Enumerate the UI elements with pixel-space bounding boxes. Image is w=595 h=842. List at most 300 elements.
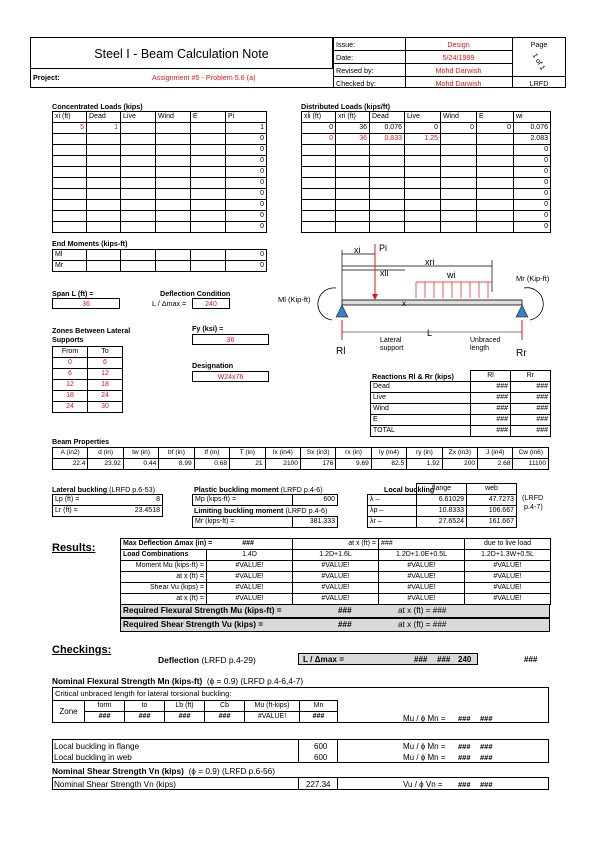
zone-check-table (52, 700, 338, 723)
wind-input[interactable] (441, 211, 477, 222)
e-input[interactable] (477, 189, 514, 200)
limiting-buckling-title: Limiting buckling moment (194, 506, 284, 515)
support-right-icon (516, 305, 528, 317)
lambda-label: λ – (368, 495, 417, 506)
col-header: T (in) (230, 448, 265, 459)
page-label: Page (530, 40, 548, 49)
wind-input[interactable] (156, 211, 191, 222)
xi-input[interactable] (53, 156, 87, 167)
wind-input[interactable] (441, 145, 477, 156)
zone-value: ### (165, 712, 205, 723)
zone-from-input[interactable]: 24 (53, 402, 88, 413)
live-input[interactable] (405, 178, 441, 189)
xli-input[interactable]: 0 (302, 134, 336, 145)
live-input[interactable] (405, 145, 441, 156)
dead-input[interactable] (87, 200, 121, 211)
table-row (53, 391, 123, 402)
flange-ratio-value: ### (458, 742, 471, 751)
table-row (368, 495, 517, 506)
xri-input[interactable] (336, 167, 370, 178)
e-input[interactable] (477, 156, 514, 167)
reaction-label: E (371, 415, 471, 426)
limiting-buckling-table (192, 516, 338, 528)
col-header: d (in) (88, 448, 123, 459)
live-input[interactable] (121, 178, 156, 189)
zone-value: ### (125, 712, 165, 723)
xli-input[interactable] (302, 222, 336, 233)
live-input[interactable] (405, 222, 441, 233)
dead-input[interactable] (87, 145, 121, 156)
nominal-shear-title: Nominal Shear Strength Vn (kips) (52, 766, 184, 776)
ml-value: 0 (226, 250, 267, 261)
col-header: To (88, 347, 123, 358)
table-row (371, 426, 551, 437)
col-header: Sx (in3) (300, 448, 335, 459)
xli-input[interactable] (302, 167, 336, 178)
fy-input[interactable]: 36 (192, 334, 269, 345)
table-row (121, 572, 551, 583)
e-input[interactable] (191, 156, 226, 167)
table-row (302, 156, 551, 167)
prop-value: 2.68 (478, 459, 513, 470)
dead-input[interactable] (370, 200, 405, 211)
e-input[interactable] (477, 222, 514, 233)
zone-value: #VALUE! (245, 712, 300, 723)
result-value: #VALUE! (293, 561, 379, 572)
beam-diagram (270, 238, 570, 368)
xri-input[interactable] (336, 222, 370, 233)
pi-value: 0 (226, 200, 267, 211)
xli-input[interactable] (302, 145, 336, 156)
combo-header: 1.2D+1.6L (293, 550, 379, 561)
flange-check-label: Local buckling in flange (54, 742, 140, 751)
table-row (53, 250, 267, 261)
col-header: J (in4) (478, 448, 513, 459)
combo-header: 1.2D+1.0E+0.5L (379, 550, 465, 561)
web-ratio-label: Mu / ϕ Mn = (403, 753, 446, 762)
wind-input[interactable] (156, 156, 191, 167)
prop-value: 21 (230, 459, 265, 470)
table-row (193, 517, 338, 528)
web-check-value: 600 (314, 753, 328, 762)
xri-input[interactable] (336, 145, 370, 156)
reaction-label: Dead (371, 382, 471, 393)
col-header: E (477, 112, 514, 123)
e-input[interactable] (191, 178, 226, 189)
load-combo-label: Load Combinations (121, 550, 207, 561)
beam-properties-table (52, 447, 549, 470)
live-input[interactable] (121, 156, 156, 167)
live-input[interactable] (121, 189, 156, 200)
prop-value: 11100 (513, 459, 549, 470)
table-row (302, 222, 551, 233)
col-header: Live (405, 112, 441, 123)
row-label: at x (ft) = (121, 594, 207, 605)
wind-input[interactable] (156, 200, 191, 211)
col-header: ry (in) (407, 448, 442, 459)
col-header: Pi (226, 112, 267, 123)
xri-input[interactable]: 36 (336, 123, 370, 134)
dead-input[interactable] (370, 222, 405, 233)
beam-body (342, 300, 522, 305)
wind-input[interactable] (441, 156, 477, 167)
table-row (53, 189, 267, 200)
page-value: 1 of 1 (530, 51, 548, 72)
prop-value: 82.5 (371, 459, 406, 470)
e-input[interactable] (477, 145, 514, 156)
ml-label: Ml (53, 250, 87, 261)
flange-ratio-value-2: ### (480, 742, 493, 751)
wind-input[interactable] (441, 200, 477, 211)
live-input[interactable] (121, 211, 156, 222)
nominal-shear-heading (52, 766, 275, 776)
col-header: Dead (87, 112, 121, 123)
prop-value: 23.92 (88, 459, 123, 470)
mr-input[interactable] (156, 261, 191, 272)
designation-input[interactable]: W24x76 (192, 371, 269, 382)
live-input[interactable] (121, 200, 156, 211)
xli-input[interactable] (302, 189, 336, 200)
e-input[interactable] (191, 145, 226, 156)
dead-input[interactable] (370, 156, 405, 167)
ml-input[interactable] (156, 250, 191, 261)
rl-value: ### (471, 426, 511, 437)
wind-input[interactable] (441, 189, 477, 200)
wind-input[interactable] (156, 167, 191, 178)
col-header: tf (in) (194, 448, 229, 459)
e-input[interactable] (477, 167, 514, 178)
xli-input[interactable] (302, 211, 336, 222)
wi-value: 0 (514, 178, 551, 189)
zone-to-input[interactable]: 30 (88, 402, 123, 413)
span-input[interactable]: 36 (52, 298, 120, 309)
table-row (53, 506, 163, 517)
wind-input[interactable] (441, 178, 477, 189)
result-value: #VALUE! (293, 572, 379, 583)
col-header: Lb (ft) (165, 701, 205, 712)
web-ratio-value: ### (458, 753, 471, 762)
xri-input[interactable] (336, 189, 370, 200)
col-header: Rr (511, 371, 551, 382)
rr-value: ### (511, 404, 551, 415)
reaction-label: TOTAL (371, 426, 471, 437)
mu-phi-value: ### (458, 714, 471, 723)
max-deflection-label (121, 539, 293, 550)
flange-ratio-label: Mu / ϕ Mn = (403, 742, 446, 751)
xli-input[interactable] (302, 200, 336, 211)
result-value: #VALUE! (207, 594, 293, 605)
prop-value: 9.69 (336, 459, 371, 470)
xi-input[interactable] (53, 211, 87, 222)
mr-input[interactable] (121, 261, 156, 272)
zone-from-input[interactable]: 0 (53, 358, 88, 369)
combo-header: 1.2D+1.3W+0.5L (465, 550, 551, 561)
xri-input[interactable] (336, 211, 370, 222)
req-shear-label: Required Shear Strength Vu (kips) = (123, 620, 264, 629)
rl-value: ### (471, 393, 511, 404)
page-title: Steel I - Beam Calculation Note (94, 47, 269, 61)
diagram-label-l: L (427, 328, 433, 338)
e-input[interactable] (191, 123, 226, 134)
wind-input[interactable] (156, 222, 191, 233)
zone-from-input[interactable]: 6 (53, 369, 88, 380)
lambda-r-label: λr – (368, 517, 417, 528)
prop-value: 0.68 (194, 459, 229, 470)
mr-label: Mr (53, 261, 87, 272)
wi-value: 0 (514, 145, 551, 156)
ml-input[interactable] (121, 250, 156, 261)
table-row (121, 583, 551, 594)
header-rule-1 (333, 50, 512, 51)
mr-label: Mr (kips-ft) = (193, 517, 293, 528)
header-rule-3 (333, 76, 566, 77)
col-header: Wind (156, 112, 191, 123)
table-row (53, 145, 267, 156)
dead-input[interactable] (87, 178, 121, 189)
dead-input[interactable] (370, 167, 405, 178)
xri-input[interactable] (336, 156, 370, 167)
diagram-label-lateral: Lateral (380, 337, 402, 344)
ld-value-3: 240 (458, 655, 472, 664)
zone-from-input[interactable]: 18 (53, 391, 88, 402)
dead-input[interactable] (370, 178, 405, 189)
table-row (53, 380, 123, 391)
e-input[interactable] (477, 178, 514, 189)
diagram-label-x: x (402, 299, 406, 308)
plastic-buckling-heading (194, 486, 323, 493)
pi-value: 0 (226, 167, 267, 178)
xli-input[interactable] (302, 156, 336, 167)
prop-value: 0.44 (123, 459, 158, 470)
xi-input[interactable]: 5 (53, 123, 87, 134)
plastic-buckling-table (192, 494, 338, 506)
req-shear-value: ### (338, 620, 352, 629)
xli-input[interactable]: 0 (302, 123, 336, 134)
table-row (371, 404, 551, 415)
ml-input[interactable] (191, 250, 226, 261)
e-input[interactable] (191, 134, 226, 145)
col-header: Cw (in6) (513, 448, 549, 459)
col-header: xi (ft) (53, 112, 87, 123)
pi-value: 0 (226, 178, 267, 189)
ld-value-4: ### (524, 655, 538, 664)
result-value: #VALUE! (379, 572, 465, 583)
diagram-label-pi: Pi (379, 243, 388, 253)
mr-input[interactable] (191, 261, 226, 272)
plastic-buckling-ref: (LRFD p.4-6) (280, 485, 323, 494)
wind-input[interactable]: 0 (441, 123, 477, 134)
zone-from-input[interactable]: 12 (53, 380, 88, 391)
col-header: wi (514, 112, 551, 123)
xi-input[interactable] (53, 134, 87, 145)
zone-label: Zone (53, 701, 85, 723)
e-input[interactable] (191, 189, 226, 200)
zone-to-input[interactable]: 6 (88, 358, 123, 369)
zone-to-input[interactable]: 12 (88, 369, 123, 380)
xri-input[interactable] (336, 178, 370, 189)
lr-label: Lr (ft) = (53, 506, 108, 517)
xli-input[interactable] (302, 178, 336, 189)
lambda-r-web: 161.667 (467, 517, 517, 528)
e-input[interactable]: 0 (477, 123, 514, 134)
live-input[interactable] (121, 123, 156, 134)
dead-input[interactable] (87, 211, 121, 222)
deflection-check-heading (158, 655, 256, 665)
dead-input[interactable] (87, 189, 121, 200)
diagram-label-support: support (380, 345, 404, 352)
table-row (371, 415, 551, 426)
dead-input[interactable]: 0.833 (370, 134, 405, 145)
checked-label: Checked by: (336, 79, 376, 88)
prop-value: 2100 (265, 459, 300, 470)
deflection-check-title: Deflection (158, 655, 200, 665)
e-input[interactable] (191, 211, 226, 222)
atx-value: ### (379, 539, 465, 550)
live-input[interactable] (121, 134, 156, 145)
deflection-input[interactable]: 240 (192, 298, 230, 309)
prop-value: 200 (442, 459, 477, 470)
row-label: at x (ft) = (121, 572, 207, 583)
lambda-p-flange: 10.8333 (417, 506, 467, 517)
plastic-buckling-title: Plastic buckling moment (194, 485, 279, 494)
moment-left-icon (318, 288, 336, 320)
live-input[interactable]: 0 (405, 123, 441, 134)
wind-input[interactable] (156, 123, 191, 134)
dead-input[interactable] (370, 189, 405, 200)
dead-input[interactable] (87, 222, 121, 233)
wind-input[interactable] (156, 145, 191, 156)
result-value: #VALUE! (293, 594, 379, 605)
xi-input[interactable] (53, 178, 87, 189)
rr-value: ### (511, 426, 551, 437)
lateral-buckling-heading (52, 486, 155, 493)
diagram-label-xli: xli (380, 268, 389, 278)
live-input[interactable] (405, 156, 441, 167)
table-row (53, 369, 123, 380)
prop-value: 22.4 (53, 459, 88, 470)
table-row (302, 123, 551, 134)
xi-input[interactable] (53, 200, 87, 211)
lateral-buckling-table (52, 494, 163, 517)
wi-value: 2.083 (514, 134, 551, 145)
local-buckling-title: Local buckling (384, 485, 435, 494)
web-ratio-value-2: ### (480, 753, 493, 762)
xi-input[interactable] (53, 167, 87, 178)
table-row (121, 550, 551, 561)
dead-input[interactable] (370, 145, 405, 156)
vu-phi-value-2: ### (480, 780, 493, 789)
col-header: rx (in) (336, 448, 371, 459)
results-title: Results: (52, 542, 96, 554)
e-input[interactable] (477, 200, 514, 211)
wind-input[interactable] (441, 222, 477, 233)
zone-to-input[interactable]: 18 (88, 380, 123, 391)
dead-input[interactable] (370, 211, 405, 222)
live-input[interactable] (405, 167, 441, 178)
result-value: #VALUE! (207, 583, 293, 594)
col-header: flange (417, 484, 467, 495)
table-row (302, 178, 551, 189)
ld-label: L / Δmax = (303, 655, 345, 664)
live-input[interactable] (405, 211, 441, 222)
wi-value: 0.076 (514, 123, 551, 134)
nominal-flexural-phi: (ϕ = 0.9) (LRFD p.4-6,4-7) (206, 676, 304, 686)
table-row (368, 517, 517, 528)
limiting-buckling-heading (194, 507, 327, 514)
combo-header: 1.4D (207, 550, 293, 561)
wind-input[interactable] (441, 167, 477, 178)
table-row (302, 211, 551, 222)
live-input[interactable] (405, 200, 441, 211)
wind-input[interactable] (156, 134, 191, 145)
req-flexural-label: Required Flexural Strength Mu (kips-ft) = (123, 606, 282, 615)
prop-value: 176 (300, 459, 335, 470)
xri-input[interactable]: 36 (336, 134, 370, 145)
table-row (302, 167, 551, 178)
xi-input[interactable] (53, 145, 87, 156)
mr-input[interactable] (87, 261, 121, 272)
udl-arrows (416, 282, 488, 298)
pi-value: 0 (226, 189, 267, 200)
live-input[interactable] (121, 222, 156, 233)
e-input[interactable] (477, 134, 514, 145)
wind-input[interactable] (156, 189, 191, 200)
vu-phi-label: Vu / ϕ Vn = (403, 780, 443, 789)
dead-input[interactable]: 1 (87, 123, 121, 134)
end-moments-table (52, 249, 267, 272)
result-value: #VALUE! (293, 583, 379, 594)
xi-input[interactable] (53, 189, 87, 200)
nominal-flexural-title: Nominal Flexural Strength Mn (kips-ft) (52, 676, 203, 686)
lambda-p-web: 106.667 (467, 506, 517, 517)
xri-input[interactable] (336, 200, 370, 211)
req-flexural-value: ### (338, 606, 352, 615)
live-input[interactable] (121, 167, 156, 178)
table-row (53, 495, 163, 506)
web-check-label: Local buckling in web (54, 753, 132, 762)
diagram-label-mr: Mr (Kip-ft) (516, 274, 550, 283)
reaction-label: Live (371, 393, 471, 404)
dead-input[interactable] (87, 134, 121, 145)
e-input[interactable] (191, 200, 226, 211)
ml-input[interactable] (87, 250, 121, 261)
result-value: #VALUE! (465, 583, 551, 594)
distributed-loads-table (301, 111, 551, 233)
e-input[interactable] (191, 222, 226, 233)
wind-input[interactable] (156, 178, 191, 189)
table-row (53, 167, 267, 178)
table-row (371, 393, 551, 404)
live-input[interactable]: 1.25 (405, 134, 441, 145)
live-input[interactable] (121, 145, 156, 156)
mp-value: 600 (293, 495, 338, 506)
live-input[interactable] (405, 189, 441, 200)
date-label: Date: (336, 53, 354, 62)
wind-input[interactable] (441, 134, 477, 145)
col-header: Wind (441, 112, 477, 123)
result-value: #VALUE! (379, 561, 465, 572)
zone-to-input[interactable]: 24 (88, 391, 123, 402)
dead-input[interactable]: 0.076 (370, 123, 405, 134)
table-header-row (53, 448, 549, 459)
e-input[interactable] (191, 167, 226, 178)
xi-input[interactable] (53, 222, 87, 233)
dead-input[interactable] (87, 156, 121, 167)
rr-value: ### (511, 393, 551, 404)
e-input[interactable] (477, 211, 514, 222)
dead-input[interactable] (87, 167, 121, 178)
col-header: to (125, 701, 165, 712)
